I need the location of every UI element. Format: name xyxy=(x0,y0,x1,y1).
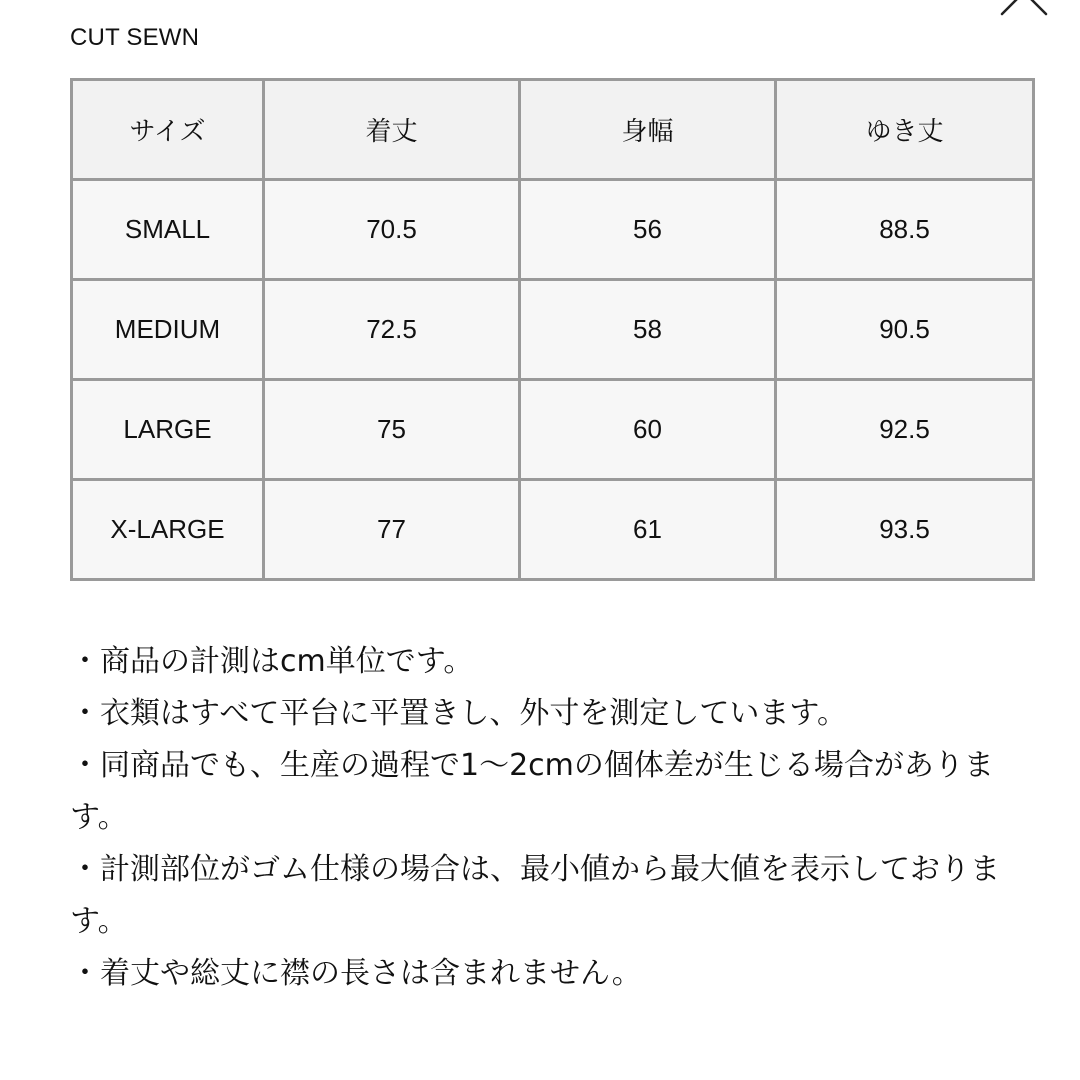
header-sleeve: ゆき丈 xyxy=(776,80,1034,180)
header-size: サイズ xyxy=(72,80,264,180)
cell-size: MEDIUM xyxy=(72,280,264,380)
measurement-notes xyxy=(70,636,1035,1000)
page-title: CUT SEWN xyxy=(70,24,200,51)
cell-length: 70.5 xyxy=(264,180,520,280)
close-icon[interactable] xyxy=(996,0,1052,16)
cell-size: X-LARGE xyxy=(72,480,264,580)
table-row xyxy=(72,380,1034,480)
cell-size: SMALL xyxy=(72,180,264,280)
cell-width: 56 xyxy=(520,180,776,280)
note-item: ・同商品でも、生産の過程で1〜2cmの個体差が生じる場合があります。 xyxy=(70,748,994,835)
cell-size: LARGE xyxy=(72,380,264,480)
header-length: 着丈 xyxy=(264,80,520,180)
cell-sleeve: 90.5 xyxy=(776,280,1034,380)
cell-sleeve: 92.5 xyxy=(776,380,1034,480)
note-item: ・商品の計測はcm単位です。 xyxy=(70,644,474,679)
cell-width: 58 xyxy=(520,280,776,380)
cell-sleeve: 93.5 xyxy=(776,480,1034,580)
cell-length: 75 xyxy=(264,380,520,480)
header-width: 身幅 xyxy=(520,80,776,180)
cell-width: 61 xyxy=(520,480,776,580)
note-item: ・衣類はすべて平台に平置きし、外寸を測定しています。 xyxy=(70,696,847,731)
table-row xyxy=(72,180,1034,280)
size-table xyxy=(70,78,1035,581)
note-item: ・計測部位がゴム仕様の場合は、最小値から最大値を表示しております。 xyxy=(70,852,1000,939)
cell-length: 72.5 xyxy=(264,280,520,380)
table-row xyxy=(72,280,1034,380)
cell-length: 77 xyxy=(264,480,520,580)
cell-sleeve: 88.5 xyxy=(776,180,1034,280)
cell-width: 60 xyxy=(520,380,776,480)
note-item: ・着丈や総丈に襟の長さは含まれません。 xyxy=(70,956,642,991)
table-row xyxy=(72,480,1034,580)
table-header-row xyxy=(72,80,1034,180)
